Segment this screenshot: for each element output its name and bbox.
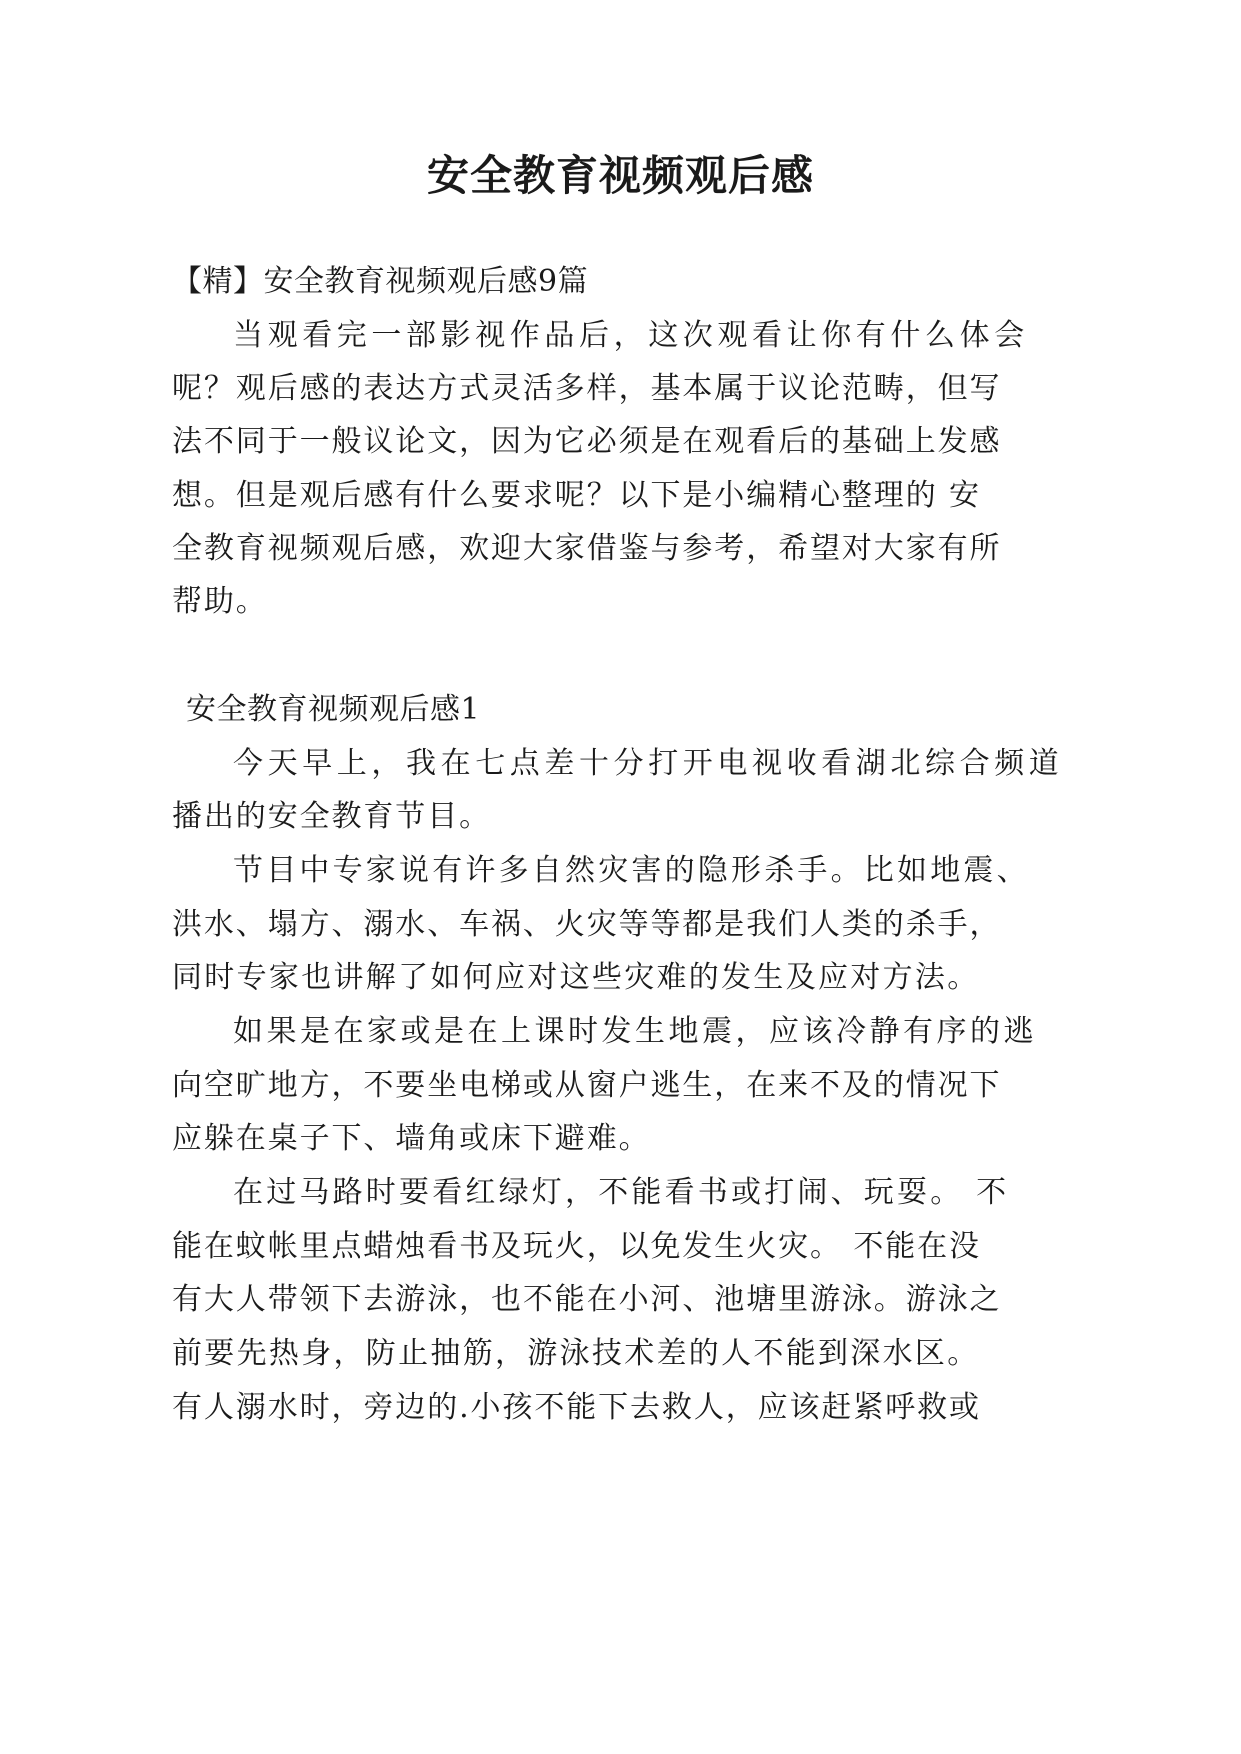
intro-line: 想。但是观后感有什么要求呢？以下是小编精心整理的 安 [172,478,981,513]
body-line: 能在蚊帐里点蜡烛看书及玩火，以免发生火灾。 不能在没 [172,1229,981,1264]
body-line: 有人溺水时，旁边的.小孩不能下去救人，应该赶紧呼救或 [172,1390,981,1425]
intro-line: 帮助。 [172,584,268,619]
document-subtitle: 【精】安全教育视频观后感9篇 [172,264,589,299]
section-heading: 安全教育视频观后感1 [186,692,481,727]
intro-line: 法不同于一般议论文，因为它必须是在观看后的基础上发感 [172,424,1002,459]
body-line: 前要先热身，防止抽筋，游泳技术差的人不能到深水区。 [172,1336,980,1371]
intro-line: 呢？观后感的表达方式灵活多样，基本属于议论范畴，但写 [172,371,1002,406]
body-line: 向空旷地方，不要坐电梯或从窗户逃生，在来不及的情况下 [172,1068,1002,1103]
body-line: 在过马路时要看红绿灯，不能看书或打闹、玩耍。 不 [233,1175,1010,1210]
body-line: 同时专家也讲解了如何应对这些灾难的发生及应对方法。 [172,960,980,995]
body-line: 应躲在桌子下、墙角或床下避难。 [172,1121,651,1156]
body-line: 如果是在家或是在上课时发生地震，应该冷静有序的逃 [233,1014,1037,1049]
body-line: 节目中专家说有许多自然灾害的隐形杀手。比如地震、 [233,853,1030,888]
body-line: 今天早上，我在七点差十分打开电视收看湖北综合频道 [233,746,1064,781]
body-line: 有大人带领下去游泳，也不能在小河、池塘里游泳。游泳之 [172,1282,1002,1317]
document-title: 安全教育视频观后感 [426,151,814,200]
body-line: 洪水、塌方、溺水、车祸、火灾等等都是我们人类的杀手， [172,907,1002,942]
intro-line: 全教育视频观后感，欢迎大家借鉴与参考，希望对大家有所 [172,531,1002,566]
intro-line: 当观看完一部影视作品后，这次观看让你有什么体会 [233,318,1029,353]
body-line: 播出的安全教育节目。 [172,799,491,834]
